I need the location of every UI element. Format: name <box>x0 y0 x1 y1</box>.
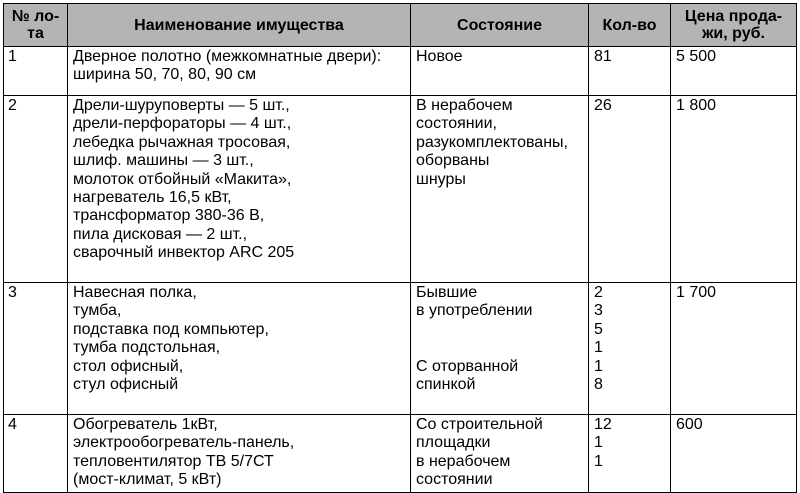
cell-condition <box>411 96 589 283</box>
cell-line: (мост-климат, 5 кВт) <box>73 471 222 489</box>
cell-line: в нерабочем <box>416 452 511 470</box>
cell-lot-number: 4 <box>4 415 68 493</box>
cell-condition <box>411 47 589 96</box>
cell-item-name <box>68 96 411 283</box>
cell-line: спинкой <box>416 376 476 394</box>
cell-line: тумба подстольная, <box>73 339 221 357</box>
cell-line: шнуры <box>416 170 466 188</box>
header-item-name: Наименование имущества <box>68 4 411 47</box>
cell-line: 3 <box>594 302 603 320</box>
table-body <box>4 47 797 493</box>
cell-line: Обогреватель 1кВт, <box>73 416 218 433</box>
cell-line: оборваны <box>416 152 490 170</box>
cell-line: 81 <box>594 48 612 65</box>
header-quantity: Кол-во <box>589 4 671 47</box>
cell-line: 12 <box>594 416 612 433</box>
cell-line: 2 <box>594 284 603 301</box>
cell-line: молоток отбойный «Макита», <box>73 170 292 188</box>
cell-line: в употреблении <box>416 302 533 320</box>
cell-line: лебедка рычажная тросовая, <box>73 133 291 151</box>
cell-line: пила дисковая — 2 шт., <box>73 225 248 243</box>
cell-line: Со строительной <box>416 416 543 433</box>
cell-line: трансформатор 380-36 В, <box>73 207 265 225</box>
cell-line <box>416 339 583 357</box>
cell-line: Дверное полотно (межкомнатные двери): <box>73 48 382 65</box>
cell-line: С оторванной <box>416 357 519 375</box>
cell-quantity <box>589 96 671 283</box>
cell-sale-price: 1 800 <box>671 96 797 283</box>
cell-line: стул офисный <box>73 376 179 394</box>
cell-line: Новое <box>416 48 463 65</box>
header-row <box>4 4 797 47</box>
cell-line: Бывшие <box>416 284 478 301</box>
table-row <box>4 283 797 415</box>
cell-sale-price: 1 700 <box>671 283 797 415</box>
header-condition: Состояние <box>411 4 589 47</box>
cell-line: тепловентилятор ТВ 5/7СТ <box>73 452 274 470</box>
lots-table <box>3 3 797 493</box>
cell-item-name <box>68 283 411 415</box>
cell-line: состоянии, <box>416 115 497 133</box>
cell-line: 5 <box>594 320 603 338</box>
cell-line: состоянии <box>416 471 493 489</box>
cell-condition <box>411 283 589 415</box>
cell-line: тумба, <box>73 302 122 320</box>
cell-line: подставка под компьютер, <box>73 320 269 338</box>
cell-line: Дрели-шуруповерты — 5 шт., <box>73 97 290 114</box>
cell-line: ширина 50, 70, 80, 90 см <box>73 66 257 84</box>
cell-line: 8 <box>594 376 603 394</box>
cell-line: В нерабочем <box>416 97 513 114</box>
cell-quantity <box>589 283 671 415</box>
header-sale-price: Цена прода- жи, руб. <box>671 4 797 47</box>
cell-line: 26 <box>594 97 612 114</box>
cell-lot-number: 3 <box>4 283 68 415</box>
table-row <box>4 47 797 96</box>
cell-item-name <box>68 415 411 493</box>
cell-sale-price: 5 500 <box>671 47 797 96</box>
cell-line: площадки <box>416 434 491 452</box>
cell-lot-number: 2 <box>4 96 68 283</box>
header-lot-number: № ло- та <box>4 4 68 47</box>
cell-line: Навесная полка, <box>73 284 197 301</box>
cell-line: сварочный инвектор ARC 205 <box>73 244 295 262</box>
cell-line: 1 <box>594 357 603 375</box>
cell-line <box>416 321 583 339</box>
cell-condition <box>411 415 589 493</box>
cell-quantity <box>589 47 671 96</box>
cell-line: нагреватель 16,5 кВт, <box>73 189 232 207</box>
table-row <box>4 96 797 283</box>
table-header <box>4 4 797 47</box>
cell-line: электрообогреватель-панель, <box>73 434 295 452</box>
cell-line: 1 <box>594 434 603 452</box>
cell-line: шлиф. машины — 3 шт., <box>73 152 254 170</box>
cell-sale-price: 600 <box>671 415 797 493</box>
table-row <box>4 415 797 493</box>
cell-line: разукомплектованы, <box>416 133 568 151</box>
cell-line: стол офисный, <box>73 357 184 375</box>
cell-line: дрели-перфораторы — 4 шт., <box>73 115 292 133</box>
cell-line: 1 <box>594 339 603 357</box>
cell-quantity <box>589 415 671 493</box>
cell-line: 1 <box>594 452 603 470</box>
cell-lot-number: 1 <box>4 47 68 96</box>
cell-item-name <box>68 47 411 96</box>
